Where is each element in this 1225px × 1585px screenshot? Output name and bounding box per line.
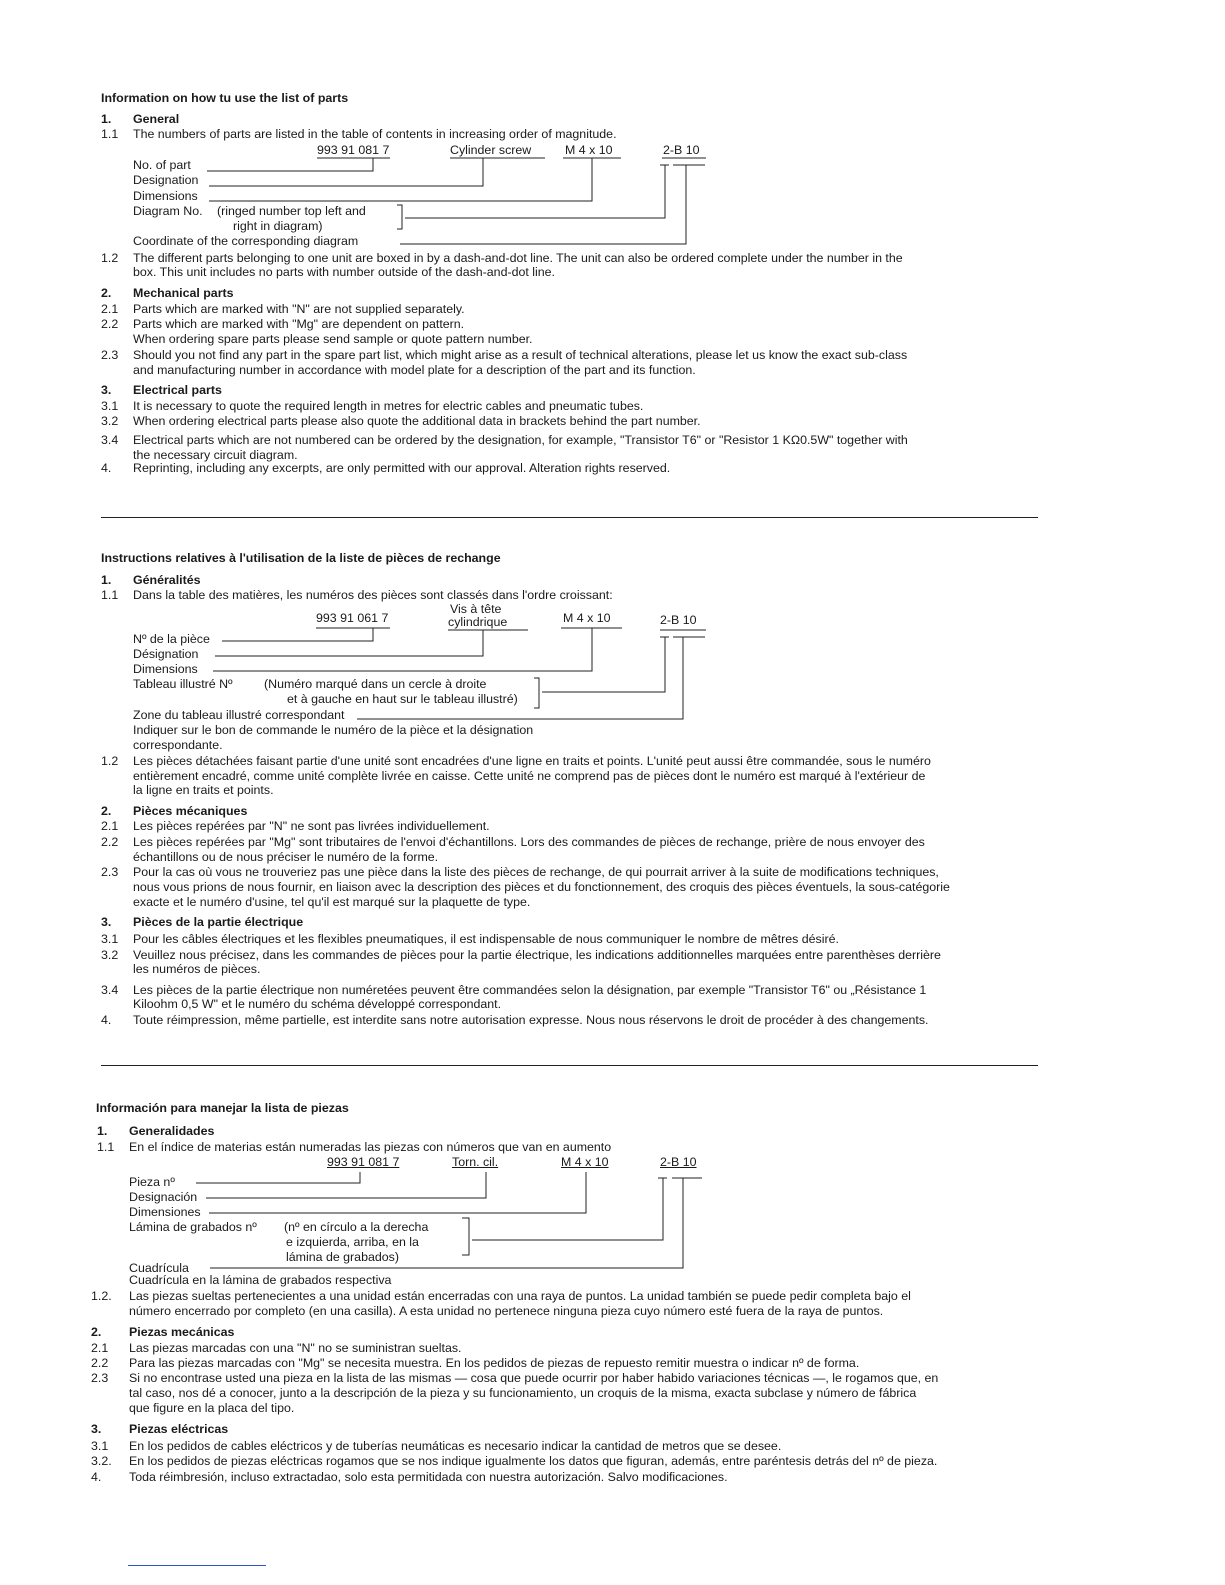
- paragraph: When ordering spare parts please send sample or quote pattern number.: [133, 332, 533, 346]
- paragraph: Toute réimpression, même partielle, est interdite sans notre autorisation expresse. Nous nous réservons le droit de procéder à des changements.: [133, 1013, 929, 1027]
- item-number: 1.: [97, 1124, 108, 1138]
- label-dimensions: Dimensions: [133, 662, 198, 676]
- item-number: 2.: [101, 804, 112, 818]
- paragraph: Parts which are marked with "Mg" are dependent on pattern.: [133, 317, 465, 331]
- example-part-number: 993 91 061 7: [316, 611, 389, 625]
- item-number: 4.: [91, 1470, 102, 1484]
- item-number: 2.1: [91, 1341, 109, 1355]
- item-number: 2.1: [101, 302, 119, 316]
- item-number: 3.: [101, 915, 112, 929]
- paragraph: It is necessary to quote the required length in metres for electric cables and pneumatic tubes.: [133, 399, 644, 413]
- item-number: 2.3: [101, 865, 119, 879]
- paragraph: Dans la table des matières, les numéros des pièces sont classés dans l'ordre croissant:: [133, 588, 613, 602]
- label-diagram: Lámina de grabados nº: [129, 1220, 257, 1234]
- item-number: 1.2.: [91, 1289, 112, 1303]
- paragraph: entièrement encadré, comme unité complète livrée en caisse. Cette unité ne comprend pas de pièces dont le numéro est marqué à l'extérieur de: [133, 769, 926, 783]
- item-number: 2.: [101, 286, 112, 300]
- section-divider: [101, 1065, 1038, 1066]
- paragraph: The numbers of parts are listed in the table of contents in increasing order of magnitude.: [133, 127, 617, 141]
- item-number: 3.1: [101, 399, 119, 413]
- item-number: 3.: [101, 383, 112, 397]
- label-designation: Designación: [129, 1190, 198, 1204]
- paragraph: The different parts belonging to one unit are boxed in by a dash-and-dot line. The unit can also be ordered complete under the number in the: [133, 251, 903, 265]
- label-diagram-note: et à gauche en haut sur le tableau illustré): [287, 692, 518, 706]
- item-number: 1.2: [101, 251, 119, 265]
- item-number: 2.: [91, 1325, 102, 1339]
- item-number: 2.2: [101, 835, 119, 849]
- paragraph: the necessary circuit diagram.: [133, 448, 298, 462]
- label-diagram: Tableau illustré Nº: [133, 677, 233, 691]
- paragraph: Cuadrícula en la lámina de grabados respectiva: [129, 1273, 392, 1287]
- paragraph: que figure en la placa del tipo.: [129, 1401, 295, 1415]
- paragraph: nous vous prions de nous fournir, en liaison avec la description des pièces et du fonctionnement, des croquis des pièces éventuels, la sous-catégorie: [133, 880, 950, 894]
- example-dimensions: M 4 x 10: [565, 143, 613, 157]
- heading: Mechanical parts: [133, 286, 234, 300]
- paragraph: correspondante.: [133, 738, 223, 752]
- label-diagram-note: (ringed number top left and: [217, 204, 366, 218]
- paragraph: En los pedidos de cables eléctricos y de tuberías neumáticas es necesario indicar la cantidad de metros que se desee.: [129, 1439, 782, 1453]
- paragraph: Las piezas sueltas pertenecientes a una unidad están encerradas con una raya de puntos. La unidad también se puede pedir completa bajo el: [129, 1289, 911, 1303]
- paragraph: Should you not find any part in the spare part list, which might arise as a result of technical alterations, please let us know the exact sub-class: [133, 348, 908, 362]
- item-number: 3.2: [101, 948, 119, 962]
- label-coordinate: Coordinate of the corresponding diagram: [133, 234, 359, 248]
- label-diagram-note: (nº en círculo a la derecha: [284, 1220, 429, 1234]
- item-number: 2.3: [101, 348, 119, 362]
- section-title: Information on how tu use the list of parts: [101, 91, 349, 105]
- heading: General: [133, 112, 180, 126]
- example-part-number: 993 91 081 7: [327, 1155, 400, 1169]
- paragraph: Les pièces repérées par "N" ne sont pas livrées individuellement.: [133, 819, 490, 833]
- label-designation: Designation: [133, 173, 199, 187]
- item-number: 1.: [101, 112, 112, 126]
- example-designation: Cylinder screw: [450, 143, 532, 157]
- heading: Electrical parts: [133, 383, 222, 397]
- section-divider: [101, 517, 1038, 518]
- example-coordinate: 2-B 10: [660, 613, 697, 627]
- label-dimensions: Dimensions: [133, 189, 198, 203]
- label-part: Nº de la pièce: [133, 632, 210, 646]
- heading: Pièces mécaniques: [133, 804, 248, 818]
- paragraph: Pour les câbles électriques et les flexibles pneumatiques, il est indispensable de nous communiquer le nombre de mêtres désiré.: [133, 932, 839, 946]
- paragraph: box. This unit includes no parts with number outside of the dash-and-dot line.: [133, 265, 555, 279]
- paragraph: Reprinting, including any excerpts, are only permitted with our approval. Alteration rights reserved.: [133, 461, 671, 475]
- item-number: 1.2: [101, 754, 119, 768]
- label-diagram-note: e izquierda, arriba, en la: [286, 1235, 419, 1249]
- paragraph: Veuillez nous précisez, dans les commandes de pièces pour la partie électrique, les indications additionnelles marquées entre parenthèses derrière: [133, 948, 941, 962]
- paragraph: Pour la cas où vous ne trouveriez pas une pièce dans la liste des pièces de rechange, de qui pourrait arriver à la suite de modifications techniques,: [133, 865, 939, 879]
- label-part: Pieza nº: [129, 1175, 175, 1189]
- item-number: 3.1: [91, 1439, 109, 1453]
- paragraph: Les pièces détachées faisant partie d'une unité sont encadrées d'une ligne en traits et points. L'unité peut aussi être commandée, sous le numéro: [133, 754, 931, 768]
- label-diagram-note: lámina de grabados): [286, 1250, 399, 1264]
- example-dimensions: M 4 x 10: [563, 611, 611, 625]
- heading: Generalidades: [129, 1124, 215, 1138]
- paragraph: Les pièces repérées par "Mg" sont tributaires de l'envoi d'échantillons. Lors des commandes de pièces de rechange, prière de nous envoyer des: [133, 835, 925, 849]
- paragraph: En el índice de materias están numeradas las piezas con números que van en aumento: [129, 1140, 612, 1154]
- paragraph: Indiquer sur le bon de commande le numéro de la pièce et la désignation: [133, 723, 534, 737]
- item-number: 3.4: [101, 433, 119, 447]
- paragraph: la ligne en traits et points.: [133, 783, 274, 797]
- item-number: 2.2: [101, 317, 119, 331]
- item-number: 2.1: [101, 819, 119, 833]
- heading: Piezas eléctricas: [129, 1422, 229, 1436]
- label-diagram-note: right in diagram): [233, 219, 323, 233]
- example-coordinate: 2-B 10: [663, 143, 700, 157]
- paragraph: Kiloohm 0,5 W" et le numéro du schéma développé correspondant.: [133, 997, 502, 1011]
- paragraph: les numéros de pièces.: [133, 962, 261, 976]
- label-coordinate: Zone du tableau illustré correspondant: [133, 708, 345, 722]
- item-number: 3.2: [101, 414, 119, 428]
- heading: Pièces de la partie électrique: [133, 915, 304, 929]
- example-designation: Torn. cil.: [452, 1155, 499, 1169]
- paragraph: Si no encontrase usted una pieza en la lista de las mismas — cosa que puede ocurrir por haber habido variaciones técnicas —, le rogamos que, en: [129, 1371, 939, 1385]
- paragraph: Electrical parts which are not numbered can be ordered by the designation, for example, "Transistor T6" or "Resistor 1 KΩ0.5W" together with: [133, 433, 908, 447]
- label-diagram-note: (Numéro marqué dans un cercle à droite: [264, 677, 487, 691]
- example-dimensions: M 4 x 10: [561, 1155, 609, 1169]
- paragraph: When ordering electrical parts please also quote the additional data in brackets behind the part number.: [133, 414, 701, 428]
- item-number: 3.2.: [91, 1454, 112, 1468]
- item-number: 3.4: [101, 983, 119, 997]
- paragraph: Parts which are marked with "N" are not supplied separately.: [133, 302, 465, 316]
- label-designation: Désignation: [133, 647, 199, 661]
- paragraph: Toda réimbresión, incluso extractadao, solo esta permitidada con nuestra autorización. Salvo modificaciones.: [129, 1470, 728, 1484]
- item-number: 2.2: [91, 1356, 109, 1370]
- section-title: Instructions relatives à l'utilisation de la liste de pièces de rechange: [101, 551, 501, 565]
- example-designation: Vis à tête: [450, 602, 502, 616]
- paragraph: Les pièces de la partie électrique non numéretées peuvent être commandées selon la désignation, par exemple "Transistor T6" ou „Résistance 1: [133, 983, 927, 997]
- paragraph: Para las piezas marcadas con "Mg" se necesita muestra. En los pedidos de piezas de repuesto remitir muestra o indicar nº de forma.: [129, 1356, 860, 1370]
- item-number: 3.: [91, 1422, 102, 1436]
- item-number: 4.: [101, 461, 112, 475]
- item-number: 3.1: [101, 932, 119, 946]
- label-part: No. of part: [133, 158, 191, 172]
- example-coordinate: 2-B 10: [660, 1155, 697, 1169]
- item-number: 2.3: [91, 1371, 109, 1385]
- paragraph: and manufacturing number in accordance with model plate for a description of the part and its function.: [133, 363, 696, 377]
- paragraph: Las piezas marcadas con una "N" no se suministran sueltas.: [129, 1341, 462, 1355]
- paragraph: número encerrado por completo (en una casilla). A esta unidad no pertenece ninguna pieza cuyo número esté fuera de la raya de puntos.: [129, 1304, 884, 1318]
- example-designation: cylindrique: [448, 615, 508, 629]
- heading: Généralités: [133, 573, 201, 587]
- example-part-number: 993 91 081 7: [317, 143, 390, 157]
- paragraph: échantillons ou de nous préciser le numéro de la forme.: [133, 850, 439, 864]
- item-number: 1.1: [97, 1140, 115, 1154]
- item-number: 1.1: [101, 127, 119, 141]
- paragraph: En los pedidos de piezas eléctricas rogamos que se nos indique igualmente los datos que figuran, además, entre paréntesis detrás del nº de pieza.: [129, 1454, 938, 1468]
- section-title: Información para manejar la lista de piezas: [96, 1101, 349, 1115]
- label-diagram: Diagram No.: [133, 204, 203, 218]
- item-number: 1.1: [101, 588, 119, 602]
- paragraph: tal caso, nos dé a conocer, junto a la descripción de la pieza y su funcionamiento, un croquis de la misma, exacta subclase y número de fábrica: [129, 1386, 917, 1400]
- item-number: 1.: [101, 573, 112, 587]
- item-number: 4.: [101, 1013, 112, 1027]
- page-edge-mark: [128, 1565, 266, 1566]
- paragraph: exacte et le numéro d'usine, tel qu'il est marqué sur la plaquette de type.: [133, 895, 531, 909]
- label-coordinate: Cuadrícula: [129, 1261, 189, 1275]
- heading: Piezas mecánicas: [129, 1325, 235, 1339]
- label-dimensions: Dimensiones: [129, 1205, 201, 1219]
